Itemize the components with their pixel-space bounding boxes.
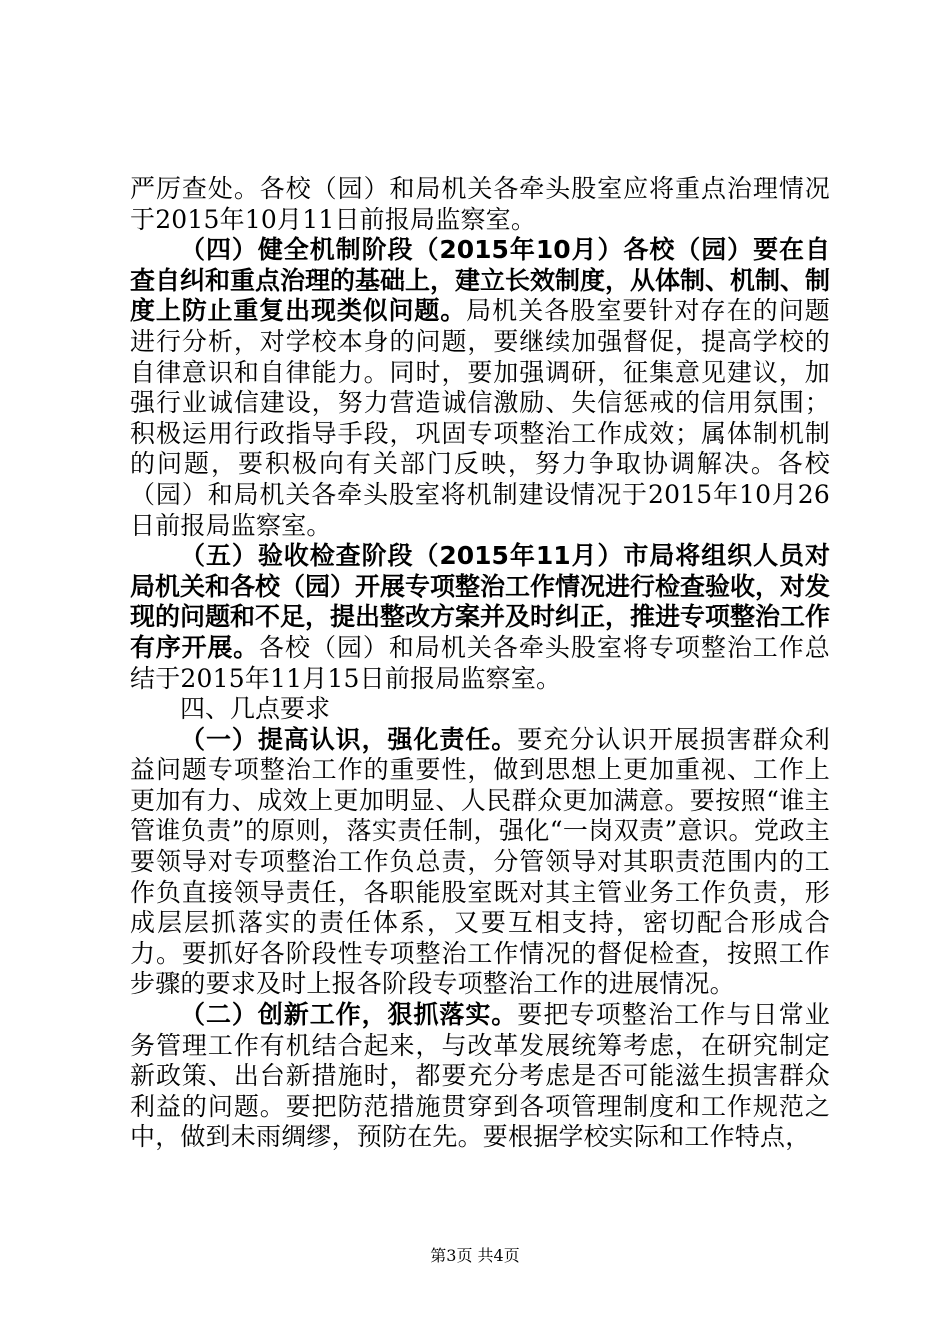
- document-body: [130, 174, 830, 1153]
- section-heading-requirements: 四、几点要求: [180, 694, 331, 724]
- paragraph-requirement-2: [130, 1000, 830, 1153]
- paragraph-requirement-1: [130, 725, 830, 1000]
- requirement-1-text: 要充分认识开展损害群众利益问题专项整治工作的重要性，做到思想上更加重视、工作上更加有力、成效上更加明显、人民群众更加满意。要按照“谁主管谁负责”的原则，落实责任制，强化“一岗双责”意识。党政主要领导对专项整治工作负总责，分管领导对其职责范围内的工作负直接领导责任，各职能股室既对其主管业务工作负责，形成层层抓落实的责任体系，又要互相支持，密切配合形成合力。要抓好各阶段性专项整治工作情况的督促检查，按照工作步骤的要求及时上报各阶段专项整治工作的进展情况。: [130, 724, 830, 999]
- paragraph-stage-5: [130, 541, 830, 694]
- requirement-1-heading: （一）提高认识，强化责任。: [180, 724, 518, 754]
- requirement-2-heading: （二）创新工作，狠抓落实。: [180, 1000, 518, 1030]
- paragraph-1: 严厉查处。各校（园）和局机关各牵头股室应将重点治理情况于2015年10月11日前报局监察室。: [130, 174, 830, 234]
- stage-4-text: 局机关各股室要针对存在的问题进行分析，对学校本身的问题，要继续加强督促，提高学校的自律意识和自律能力。同时，要加强调研，征集意见建议，加强行业诚信建设，努力营造诚信激励、失信惩戒的信用氛围；积极运用行政指导手段，巩固专项整治工作成效；属体制机制的问题，要积极向有关部门反映，努力争取协调解决。各校（园）和局机关各牵头股室将机制建设情况于2015年10月26日前报局监察室。: [130, 296, 830, 540]
- page-footer: 第3页 共4页: [430, 1246, 520, 1265]
- stage-5-text: 各校（园）和局机关各牵头股室将专项整治工作总结于2015年11月15日前报局监察室。: [130, 632, 830, 693]
- stage-5-heading: （五）验收检查阶段（2015年11月）市局将组织人员对局机关和各校（园）开展专项整治工作情况进行检查验收，对发现的问题和不足，提出整改方案并及时纠正，推进专项整治工作有序开展。: [130, 541, 831, 662]
- requirement-2-text: 要把专项整治工作与日常业务管理工作有机结合起来，与改革发展统筹考虑，在研究制定新政策、出台新措施时，都要充分考虑是否可能滋生损害群众利益的问题。要把防范措施贯穿到各项管理制度和工作规范之中，做到未雨绸缪，预防在先。要根据学校实际和工作特点，: [130, 1000, 830, 1152]
- paragraph-stage-4: [130, 235, 830, 541]
- stage-4-heading: （四）健全机制阶段（2015年10月）各校（园）要在自查自纠和重点治理的基础上，建立长效制度，从体制、机制、制度上防止重复出现类似问题。: [130, 235, 831, 326]
